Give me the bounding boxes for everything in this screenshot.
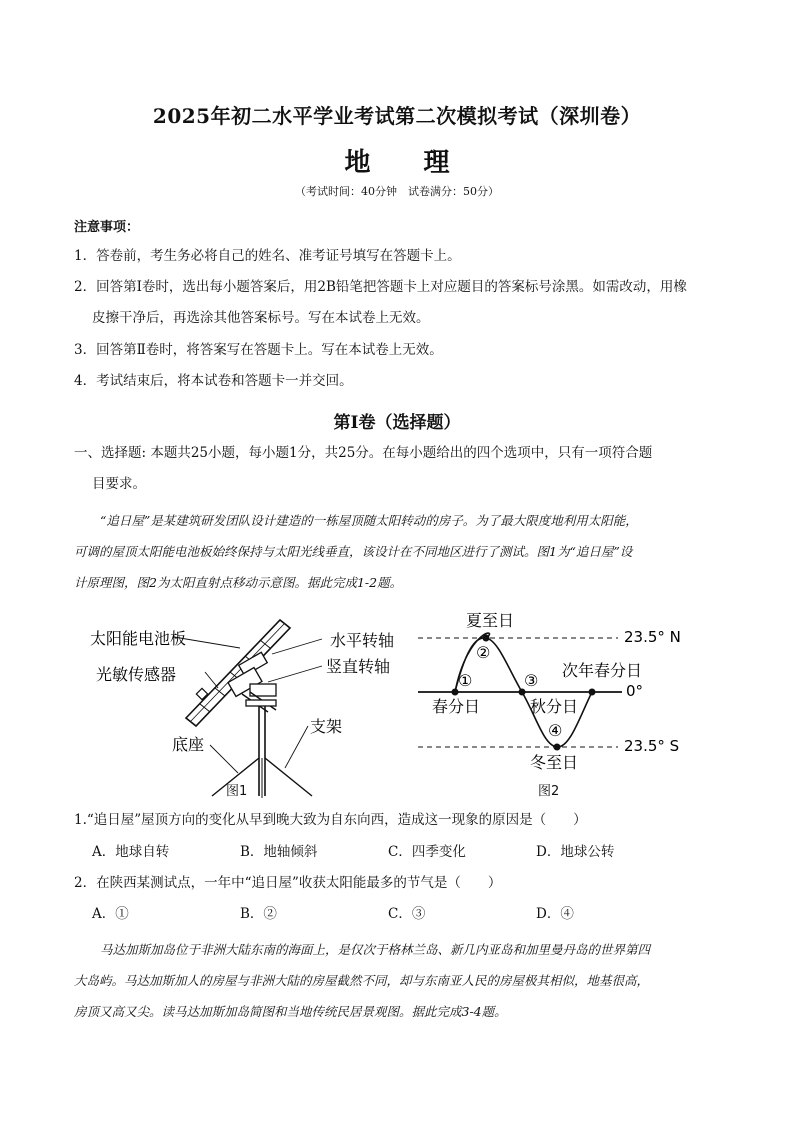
passage-2-line-3: 房顶又高又尖。读马达加斯加岛简图和当地传统民居景观图。据此完成3-4题。 [74, 1004, 507, 1019]
figure-1-tracker-diagram [90, 608, 420, 803]
label-winter: 冬至日 [530, 753, 579, 772]
question-1-stem: 1.“追日屋”屋顶方向的变化从早到晚大致为自东向西，造成这一现象的原因是（ ） [74, 812, 587, 828]
exam-title: 2025年初二水平学业考试第二次模拟考试（深圳卷） [152, 104, 642, 128]
label-autumn: 秋分日 [530, 697, 579, 716]
point-winter [554, 744, 561, 751]
label-vertical-axis: 竖直转轴 [326, 657, 391, 676]
marker-4: ④ [548, 721, 563, 740]
figure-1-caption: 图1 [226, 784, 248, 799]
notice-item-2: 2．回答第Ⅰ卷时，选出每小题答案后，用2B铅笔把答题卡上对应题目的答案标号涂黑。如需改动，用橡 [74, 279, 687, 295]
figure-2-caption: 图2 [538, 784, 560, 799]
question-2-option-b[interactable]: B．② [240, 906, 277, 922]
label-summer: 夏至日 [466, 611, 515, 630]
question-1-option-b[interactable]: B．地轴倾斜 [240, 844, 318, 860]
question-1-option-c[interactable]: C．四季变化 [388, 844, 466, 860]
leader-bracket [285, 726, 308, 768]
point-next-spring [589, 689, 596, 696]
label-sensor: 光敏传感器 [96, 665, 177, 684]
part-one-instructions: 一、选择题: 本题共25小题，每小题1分，共25分。在每小题给出的四个选项中，只有一项符合题 [74, 445, 653, 461]
passage-2-line-2: 大岛屿。马达加斯加人的房屋与非洲大陆的房屋截然不同，却与东南亚人民的房屋极其相似，地基很高， [74, 973, 650, 988]
leader-horizontal-axis [272, 639, 322, 654]
label-panel: 太阳能电池板 [90, 629, 187, 648]
label-lat-south: 23.5° S [624, 737, 680, 755]
notice-item-1: 1．答卷前，考生务必将自己的姓名、准考证号填写在答题卡上。 [74, 248, 461, 264]
label-bracket: 支架 [310, 717, 343, 736]
label-lat-north: 23.5° N [624, 628, 681, 646]
section-title: 第Ⅰ卷（选择题） [333, 413, 461, 433]
exam-info: （考试时间：40分钟 试卷满分：50分） [295, 185, 499, 198]
passage-1-line-3: 计原理图，图2为太阳直射点移动示意图。据此完成1-2题。 [74, 575, 403, 590]
figure-2-subsolar-diagram [410, 608, 710, 773]
label-spring: 春分日 [432, 697, 481, 716]
marker-3: ③ [524, 671, 539, 690]
notice-heading: 注意事项： [74, 220, 140, 235]
question-2-option-c[interactable]: C．③ [388, 906, 426, 922]
label-horizontal-axis: 水平转轴 [330, 631, 395, 650]
question-2-options [92, 902, 712, 922]
marker-2: ② [476, 643, 491, 662]
question-2-option-a[interactable]: A．① [92, 906, 129, 922]
solar-panel [186, 620, 290, 726]
notice-item-4: 4．考试结束后，将本试卷和答题卡一并交回。 [74, 373, 353, 389]
label-next-spring: 次年春分日 [562, 661, 643, 680]
notice-item-2-cont: 皮擦干净后，再选涂其他答案标号。写在本试卷上无效。 [92, 310, 430, 326]
notice-item-3: 3．回答第Ⅱ卷时，将答案写在答题卡上。写在本试卷上无效。 [74, 342, 443, 358]
label-equator: 0° [626, 682, 644, 700]
label-base: 底座 [172, 735, 205, 754]
passage-1-line-1: “追日屋”是某建筑研发团队设计建造的一栋屋顶随太阳转动的房子。为了最大限度地利用太阳能， [100, 513, 638, 528]
leader-vertical-axis [268, 666, 322, 682]
leader-base [210, 745, 238, 773]
part-one-instructions-cont: 目要求。 [92, 476, 146, 492]
question-2-stem: 2．在陕西某测试点，一年中“追日屋”收获太阳能最多的节气是（ ） [74, 875, 502, 891]
question-1-option-d[interactable]: D．地球公转 [536, 844, 615, 860]
marker-1: ① [458, 671, 473, 690]
passage-1-line-2: 可调的屋顶太阳能电池板始终保持与太阳光线垂直，该设计在不同地区进行了测试。图1为“追日屋”设 [74, 544, 633, 559]
passage-2-line-1: 马达加斯加岛位于非洲大陆东南的海面上，是仅次于格林兰岛、新几内亚岛和加里曼丹岛的世界第四 [100, 942, 651, 957]
question-1-option-a[interactable]: A．地球自转 [92, 844, 170, 860]
leader-sensor [205, 672, 218, 688]
point-summer [483, 635, 490, 642]
question-1-options [92, 840, 712, 860]
subject-title: 地 理 [344, 148, 472, 178]
question-2-option-d[interactable]: D．④ [536, 906, 574, 922]
